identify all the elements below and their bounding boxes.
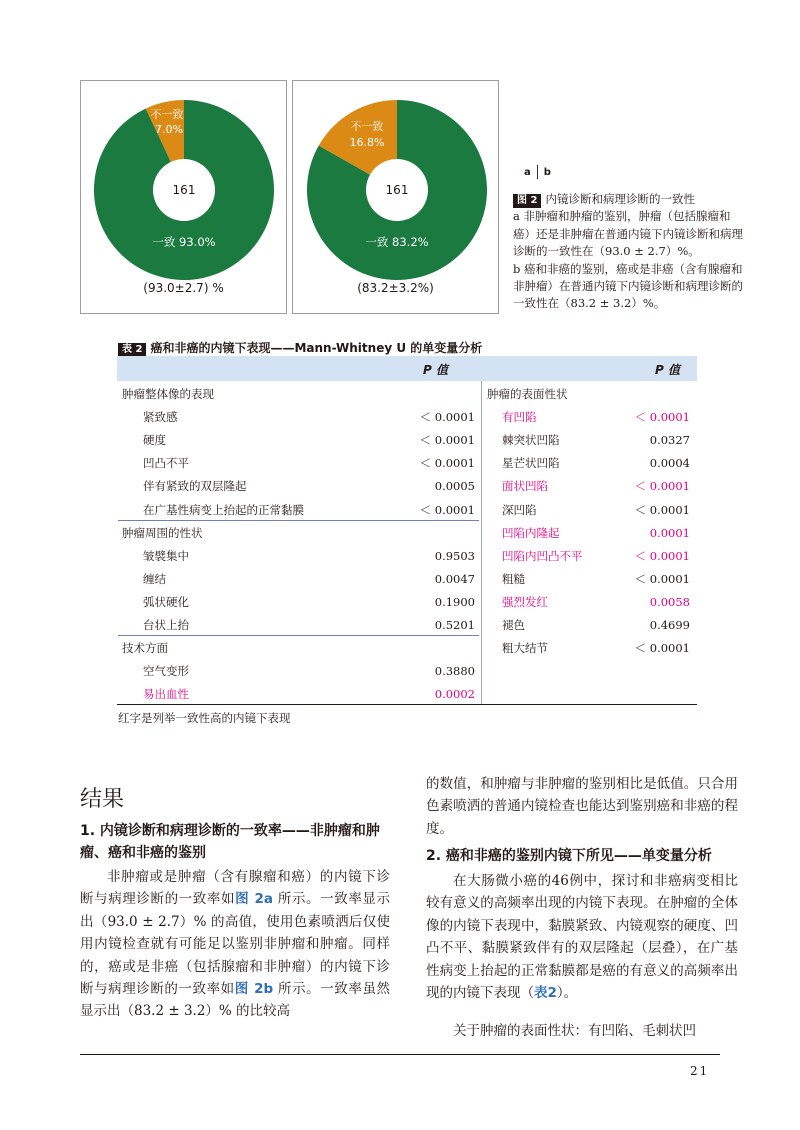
p-value: 0.0058 (649, 594, 690, 609)
table-group-divider (118, 520, 479, 521)
p-value: ＜ 0.0001 (419, 456, 475, 471)
finding-label: 易出血性 (143, 687, 189, 702)
table-column-divider (481, 381, 482, 704)
figure-caption-title: 内镜诊断和病理诊断的一致性 (545, 192, 695, 206)
paragraph-2: 的数值，和肿瘤与非肿瘤的鉴别相比是低值。只合用色素喷洒的普通内镜检查也能达到鉴别癌和非癌的程度。 (426, 776, 738, 837)
ref-table-2[interactable]: 表2 (534, 985, 557, 1002)
panel-b-caption: (83.2±3.2%) (357, 281, 434, 295)
table-group-header (122, 525, 475, 541)
p-value: ＜ 0.0001 (419, 502, 475, 517)
table-row (122, 594, 475, 610)
table-row (122, 502, 475, 518)
donut-chart-b (293, 81, 498, 281)
p-value: 0.0001 (649, 525, 690, 540)
table-row (122, 548, 475, 564)
table-row (122, 617, 475, 633)
figure-caption-a: a 非肿瘤和肿瘤的鉴别，肿瘤（包括腺瘤和癌）还是非肿瘤在普通内镜下内镜诊断和病理诊断的一致性在（93.0 ± 2.7）%。 (513, 209, 743, 259)
table-row (122, 571, 475, 587)
group-label: 肿瘤整体像的表现 (122, 387, 214, 401)
figure-caption (513, 191, 745, 313)
donut-chart-a (81, 81, 286, 281)
table-title-text: 癌和非癌的内镜下表现——Mann-Whitney U 的单变量分析 (150, 341, 483, 355)
finding-label: 伴有紧致的双层隆起 (143, 479, 247, 494)
p-value: 0.5201 (434, 618, 475, 632)
finding-label: 星芒状凹陷 (502, 456, 560, 471)
heading-1: 1. 内镜诊断和病理诊断的一致率——非肿瘤和肿瘤、癌和非癌的鉴别 (80, 823, 380, 861)
finding-label: 褪色 (502, 618, 525, 632)
p-value: 0.4699 (649, 618, 690, 632)
table-2 (117, 356, 697, 704)
table-row (487, 640, 690, 656)
finding-label: 强烈发红 (502, 594, 548, 609)
p-value: ＜ 0.0001 (634, 410, 690, 425)
table-bottom-rule (117, 704, 697, 705)
finding-label: 粗大结节 (502, 641, 548, 656)
donut-center-a: 161 (172, 183, 196, 197)
table-tag: 表 2 (118, 343, 146, 357)
table-note: 红字是列举一致性高的内镜下表现 (118, 711, 291, 725)
table-group-header (122, 386, 475, 402)
table-row (122, 432, 475, 448)
figure-panel-b (292, 80, 499, 314)
group-label: 肿瘤的表面性状 (487, 387, 568, 401)
table-group-divider (118, 635, 479, 636)
panel-labels (524, 165, 551, 179)
p-value: ＜ 0.0001 (634, 571, 690, 586)
table-group-header (122, 640, 475, 656)
inconsistent-pct-b: 16.8% (349, 136, 385, 149)
donut-center-b: 161 (385, 183, 409, 197)
p-value: 0.0047 (434, 571, 475, 586)
footer-rule (80, 1054, 720, 1055)
p-value: ＜ 0.0001 (634, 479, 690, 494)
finding-label: 凹陷内隆起 (502, 525, 560, 540)
table-row (487, 571, 690, 587)
table-header (117, 356, 697, 381)
p-value: 0.9503 (434, 548, 475, 563)
finding-label: 硬度 (143, 433, 166, 448)
finding-label: 凹陷内凹凸不平 (502, 548, 583, 563)
panel-label-a: a (524, 167, 531, 178)
table-row (122, 663, 475, 679)
table-row (122, 478, 475, 494)
finding-label: 缠结 (143, 571, 166, 586)
ref-figure-2b[interactable]: 图 2b (234, 981, 274, 998)
p-value: ＜ 0.0001 (419, 410, 475, 425)
p-value: ＜ 0.0001 (634, 548, 690, 563)
inconsistent-label-b: 不一致 (350, 120, 384, 133)
table-row (487, 594, 690, 610)
panel-a-caption: (93.0±2.7) % (143, 281, 224, 295)
heading-2: 2. 癌和非癌的鉴别内镜下所见——单变量分析 (426, 848, 712, 864)
finding-label: 深凹陷 (502, 502, 537, 517)
table-group-header (487, 386, 690, 402)
table-row (487, 432, 690, 448)
finding-label: 紧致感 (143, 410, 178, 425)
table-row (487, 525, 690, 541)
table-row (487, 502, 690, 518)
consistent-label-a: 一致 93.0% (152, 235, 216, 249)
p-value: 0.3880 (434, 664, 475, 679)
table-row (122, 409, 475, 425)
table-row (487, 617, 690, 633)
figure-caption-b: b 癌和非癌的鉴别，癌或是非癌（含有腺瘤和非肿瘤）在普通内镜下内镜诊断和病理诊断的一致性在（83.2 ± 3.2）%。 (513, 261, 743, 311)
finding-label: 台状上抬 (143, 618, 189, 632)
finding-label: 空气变形 (143, 664, 189, 679)
finding-label: 面状凹陷 (502, 479, 548, 494)
finding-label: 皱襞集中 (143, 548, 189, 563)
table-row (487, 548, 690, 564)
p-header-right: P 值 (655, 363, 680, 377)
p-value: ＜ 0.0001 (419, 433, 475, 448)
inconsistent-pct-a: 7.0% (155, 123, 183, 136)
page-number: 21 (690, 1064, 710, 1078)
p-value: 0.0005 (434, 479, 475, 494)
p-header-left: P 值 (423, 363, 448, 377)
finding-label: 凹凸不平 (143, 456, 189, 471)
p-value: ＜ 0.0001 (634, 502, 690, 517)
table-title (118, 339, 482, 357)
ref-figure-2a[interactable]: 图 2a (235, 891, 273, 908)
figure-tag: 图 2 (513, 194, 541, 208)
inconsistent-label-a: 不一致 (150, 108, 184, 121)
finding-label: 棘突状凹陷 (502, 433, 560, 448)
panel-label-b: b (543, 167, 551, 178)
p-value: ＜ 0.0001 (634, 641, 690, 656)
group-label: 肿瘤周围的性状 (122, 525, 203, 540)
table-row (487, 409, 690, 425)
paragraph-1: 非肿瘤或是肿瘤（含有腺瘤和癌）的内镜下诊断与病理诊断的一致率如图 2a 所示。一致率显示出（93.0 ± 2.7）% 的高值，使用色素喷洒后仅使用内镜检查就有可能足以鉴别非肿瘤和肿瘤。同样的，癌或是非癌（包括腺瘤和非肿瘤）的内镜下诊断与病理诊断的一致率如图 2b 所示。一致率虽然显示出（83.2 ± 3.2）% 的比较高 (80, 869, 391, 1020)
table-row (122, 686, 475, 702)
finding-label: 粗糙 (502, 571, 525, 586)
paragraph-4: 关于肿瘤的表面性状：有凹陷、毛刺状凹 (453, 1023, 696, 1039)
group-label: 技术方面 (122, 641, 168, 656)
p-value: 0.1900 (434, 594, 475, 609)
finding-label: 在广基性病变上抬起的正常黏膜 (143, 502, 304, 517)
p-value: 0.0004 (649, 456, 690, 471)
consistent-label-b: 一致 83.2% (365, 235, 429, 249)
finding-label: 弧状硬化 (143, 594, 189, 609)
p-value: 0.0327 (649, 433, 690, 448)
table-row (122, 455, 475, 471)
table-row (487, 455, 690, 471)
p-value: 0.0002 (434, 687, 475, 702)
section-title: 结果 (80, 787, 125, 812)
finding-label: 有凹陷 (502, 410, 537, 425)
paragraph-3: 在大肠微小癌的46例中，探讨和非癌病变相比较有意义的高频率出现的内镜下表现。在肿瘤的全体像的内镜下表现中，黏膜紧致、内镜观察的硬度、凹凸不平、黏膜紧致伴有的双层隆起（层叠），在广基性病变上抬起的正常黏膜都是癌的有意义的高频率出现的内镜下表现（表2）。 (426, 873, 738, 1002)
figure-panel-a (80, 80, 287, 314)
table-row (487, 478, 690, 494)
